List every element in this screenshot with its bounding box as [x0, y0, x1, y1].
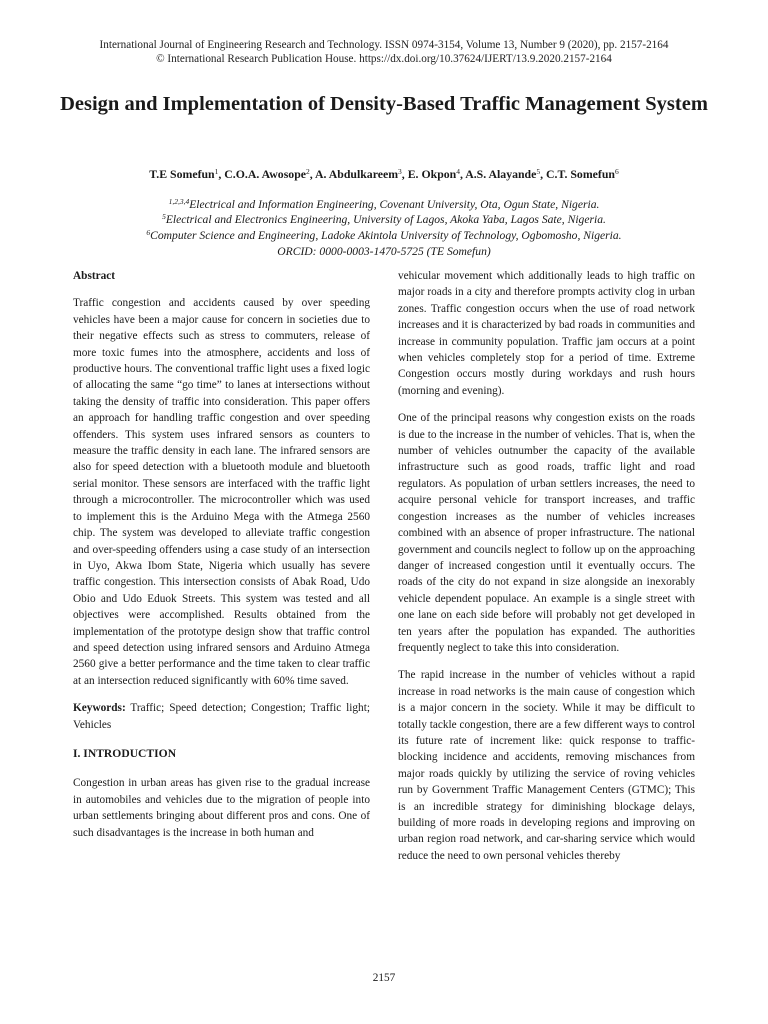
- body-paragraph-3: The rapid increase in the number of vehicles without a rapid increase in road networks is the main cause of congestion which is a major concern in the society. While it may be difficult to totally tackle congestion, there are a few different ways to control its future rate of increment like: quick response to traffic- blocking incidence and accidents, removing mischances from major roads quickly by utilizing the service of roving vehicles run by Government Traffic Management Centers (GTMC); This is an incredible strategy for diminishing blockage delays, building of more roads in developing regions and improving on urban region road network, and car-sharing service which would reduce the need to own personal vehicles thereby: [398, 669, 695, 862]
- introduction-paragraph: Congestion in urban areas has given rise to the gradual increase in automobiles and vehicles due to the migration of people into urban settlements bringing about different pros and cons. One of such disadvantages is the increase in both human and: [73, 777, 370, 839]
- affiliation-2: [40, 212, 728, 227]
- keywords: [73, 700, 370, 733]
- introduction-heading: I. INTRODUCTION: [73, 746, 177, 760]
- author-list: [40, 167, 728, 182]
- author-sup: 5: [536, 167, 541, 176]
- affiliation-sup: 1,2,3,4: [168, 197, 190, 206]
- orcid-line: [40, 244, 728, 259]
- page-number: 2157: [372, 972, 396, 984]
- author-separator: ,: [459, 167, 466, 181]
- author-name: A. Abdulkareem: [315, 167, 399, 181]
- author-separator: ,: [218, 167, 225, 181]
- keywords-label: Keywords:: [73, 702, 126, 715]
- journal-header-line2: © International Research Publication House. https://dx.doi.org/10.37624/IJERT/13.9.2020.2157-2164: [156, 53, 612, 65]
- affiliation-sup: 5: [162, 212, 166, 221]
- affiliation-3: [40, 228, 728, 243]
- author-sup: 4: [456, 167, 460, 176]
- affiliation-text: Computer Science and Engineering, Ladoke Akintola University of Technology, Ogbomosho, Nigeria.: [150, 229, 622, 242]
- author-name: E. Okpon: [407, 167, 457, 181]
- keywords-text: Traffic; Speed detection; Congestion; Traffic light; Vehicles: [73, 702, 370, 731]
- left-column: [73, 268, 370, 841]
- author-separator: ,: [401, 167, 408, 181]
- author-sup: 3: [398, 167, 402, 176]
- author-name: A.S. Alayande: [465, 167, 537, 181]
- affiliation-text: Electrical and Information Engineering, Covenant University, Ota, Ogun State, Nigeria.: [189, 198, 600, 211]
- author-sup: 6: [614, 167, 619, 176]
- right-column: [398, 268, 695, 864]
- abstract-heading: Abstract: [73, 270, 116, 282]
- body-paragraph-1: vehicular movement which additionally leads to high traffic on major roads in a city and therefore prompts activity clog in urban zones. Traffic congestion occurs when the use of road network increases and it is characterized by bad roads in communities and increase in community population. Traffic jam occurs at a point when vehicles completely stop for a period of time. Extreme Congestion occurs mostly during workdays and rush hours (morning and evening).: [398, 270, 695, 397]
- author-separator: ,: [309, 167, 315, 181]
- affiliation-1: [40, 197, 728, 212]
- abstract-text: Traffic congestion and accidents caused by over speeding vehicles have been a major cause for concern in societies due to their negative effects such as stress to commuters, release of more toxic fumes into the atmosphere, accidents and loss of productive hours. The conventional traffic light uses a fixed logic of allocating the same “go time” to lanes at intersections without taking the density of traffic into consideration. This paper offers an approach for handling traffic congestion and over speeding offenders. This system uses infrared sensors as counters to measure the traffic density in each lane. The infrared sensors are also for speed detection with a bluetooth module and bluetooth serial monitor. These sensors are interfaced with the traffic light through a microcontroller. The microcontroller which was used to implement this is the Arduino Mega with the Atmega 2560 chip. The system was developed to alleviate traffic congestion and over-speeding offenders using a case study of an intersection in Uyo, Akwa Ibom State, Nigeria which usually has severe traffic congestion. This intersection consists of Abak Road, Udo Obio and Udo Eduok Streets. This system was tested and all objectives were accomplished. Results obtained from the implementation of the prototype design show that traffic control and speed detection using infrared sensors and Arduino Atmega 2560 give a better performance and the time taken to clear traffic at an intersection reduced significantly with 60% time saved.: [73, 297, 370, 687]
- author-name: C.O.A. Awosope: [224, 167, 306, 181]
- affiliation-sup: 6: [146, 228, 151, 237]
- affiliation-text: Electrical and Electronics Engineering, University of Lagos, Akoka Yaba, Lagos Sate, Nigeria.: [165, 213, 606, 226]
- author-sup: 2: [306, 167, 310, 176]
- journal-header-line1: International Journal of Engineering Research and Technology. ISSN 0974-3154, Volume 13, Number 9 (2020), pp. 2157-2164: [99, 39, 669, 51]
- body-paragraph-2: One of the principal reasons why congestion exists on the roads is due to the increase in the number of vehicles. That is, when the number of vehicles outnumber the capacity of the available infrastructure such as good roads, traffic light and road regulators. As population of urban settlers increases, the need to acquire personal vehicle for transport increases, and traffic congestion increases as the number of vehicles increases combined with an absence of proper infrastructure. The national government and councils neglect to follow up on the approaching danger of increased congestion until it eventually occurs. The roads of the city do not expand in size alongside an inexorably vehicle dependent populace. An example is a single street with one lane on each side before will probably not get developed in ten years after the population has expanded. The authorities frequently neglect to take this into consideration.: [398, 412, 695, 654]
- author-name: C.T. Somefun: [546, 167, 615, 181]
- paper-title: Design and Implementation of Density-Based Traffic Management System: [60, 93, 708, 115]
- orcid-text: ORCID: 0000-0003-1470-5725 (TE Somefun): [277, 245, 491, 258]
- author-name: T.E Somefun: [149, 167, 215, 181]
- author-sup: 1: [214, 167, 219, 176]
- author-separator: ,: [540, 167, 547, 181]
